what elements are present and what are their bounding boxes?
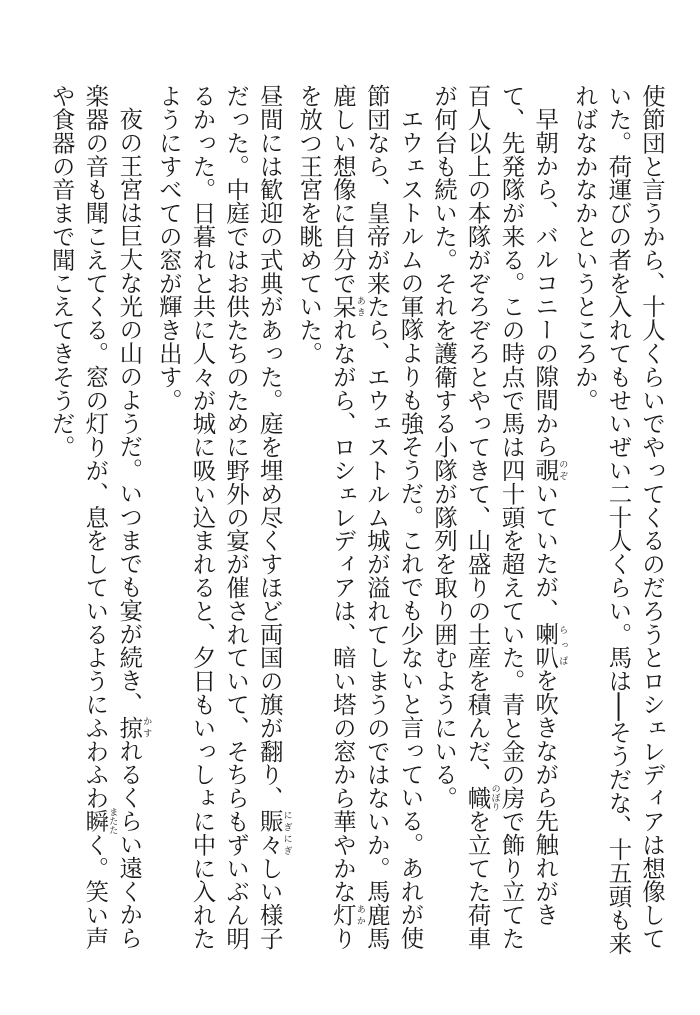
- ruby-base: 瞬: [81, 807, 110, 835]
- ruby-word: [328, 294, 365, 319]
- text-segment: いていたが、: [531, 481, 560, 623]
- paragraph: [44, 84, 151, 964]
- text-segment: く。笑い声や食器の音まで聞こえてきそうだ。: [47, 84, 110, 950]
- ruby-word: [463, 784, 500, 812]
- text-segment: 夜の王宮は巨大な光の山のようだ。いつまでも宴が続き、: [115, 107, 144, 716]
- furigana: あか: [354, 903, 365, 927]
- ruby-word: [328, 903, 365, 927]
- text-segment: れるくらい遠くから楽器の音も聞こえてくる。窓の灯りが、息をしているようにふわふわ: [81, 84, 144, 950]
- ruby-base: 覗: [531, 458, 560, 482]
- ruby-word: [255, 809, 292, 857]
- ruby-base: 賑々: [255, 809, 284, 857]
- ruby-base: 喇叭: [531, 622, 560, 670]
- ruby-word: [81, 807, 118, 835]
- paragraph: [292, 84, 427, 964]
- text-segment: を吹きながら先触れがきて、先発隊が来る。この時点で馬は四十頭を超えていた。青と金の房で飾り立てた百人以上の本隊がぞろぞろとやってきて、山盛りの土産を積んだ、: [463, 84, 560, 950]
- furigana: のぼり: [489, 784, 500, 812]
- ruby-base: 灯: [328, 903, 357, 927]
- text-segment: りを放つ王宮を眺めていた。: [295, 84, 357, 950]
- ruby-word: [531, 458, 568, 482]
- ruby-base: 呆: [328, 294, 357, 319]
- furigana: かす: [141, 715, 152, 740]
- ruby-word: [531, 622, 568, 670]
- paragraph: [567, 84, 668, 964]
- text-segment: エウェストルムの軍隊よりも強そうだ。これでも少ないと言っている。あれが使節団なら、皇帝が来たら、エウェストルム城が溢れてしまうのではないか。馬鹿馬鹿しい想像に自分で: [328, 84, 425, 950]
- paragraph: [151, 84, 291, 964]
- vertical-text-body: [44, 84, 668, 964]
- furigana: にぎにぎ: [281, 809, 292, 857]
- ruby-base: 幟: [463, 784, 492, 812]
- ruby-word: [115, 715, 152, 740]
- ruby-base: 掠: [115, 715, 144, 740]
- furigana: またた: [107, 807, 118, 835]
- text-segment: 使節団と言うから、十人くらいでやってくるのだろうとロシェレディアは想像していた。荷運びの者を入れてもせいぜい二十人くらい。馬は──そうだな、十五頭も来ればなかなかというところか。: [570, 84, 666, 955]
- paragraph: [426, 84, 567, 964]
- text-segment: れながら、ロシェレディアは、暗い塔の窓から華やかな: [328, 318, 357, 904]
- text-segment: 昼間には歓迎の式典があった。庭を埋め尽くすほど両国の旗が翻り、: [255, 84, 284, 810]
- text-segment: 早朝から、バルコニーの隙間から: [531, 107, 560, 459]
- furigana: あき: [354, 294, 365, 318]
- text-segment: を立てた荷車が何台も続いた。それを護衛する小隊が隊列を取り囲むようにいる。: [430, 84, 492, 950]
- furigana: らっぱ: [557, 622, 568, 670]
- text-segment: しい様子だった。中庭ではお供たちのために野外の宴が催されていて、そちらもずいぶん明るかった。日暮れと共に人々が城に吸い込まれると、夕日もいっしょに中に入れたようにすべての窓が輝き出す。: [154, 84, 284, 950]
- furigana: のぞ: [557, 458, 568, 482]
